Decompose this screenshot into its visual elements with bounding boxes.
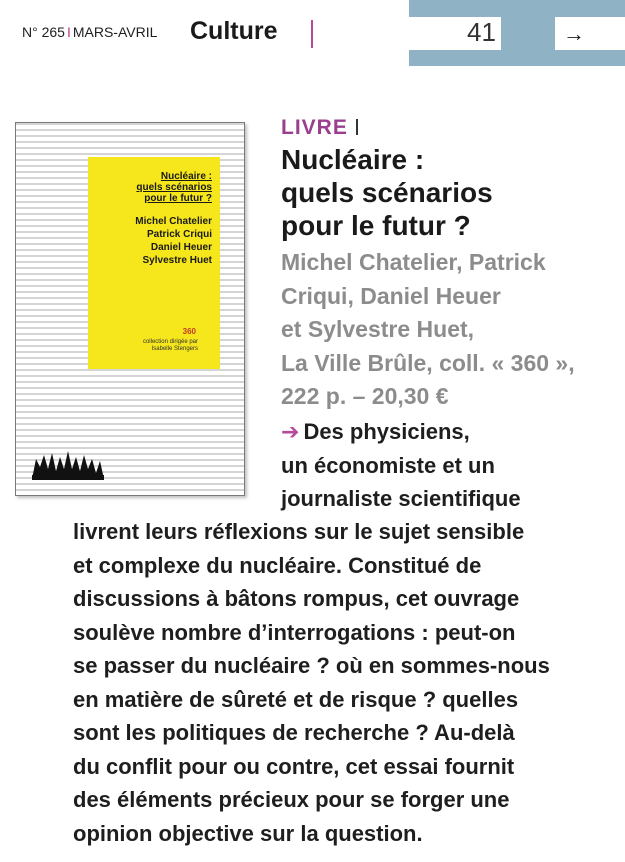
lead-text: Des physiciens, xyxy=(303,419,470,444)
cover-author: Daniel Heuer xyxy=(150,242,212,253)
meta-line: Criqui, Daniel Heuer xyxy=(281,282,501,309)
arrow-right-icon: ➔ xyxy=(281,419,300,444)
cover-note-line: Isabelle Stengers xyxy=(151,346,198,352)
meta-line: 222 p. – 20,30 € xyxy=(281,383,449,409)
article-body xyxy=(73,515,550,850)
lead-line xyxy=(281,415,521,449)
section-divider xyxy=(311,20,313,48)
body-line: des éléments précieux pour se forger une xyxy=(73,787,510,812)
page-header xyxy=(0,0,625,66)
body-line: opinion objective sur la question. xyxy=(73,820,423,846)
body-line: livrent leurs réflexions sur le sujet sensible xyxy=(73,519,525,544)
article-title xyxy=(281,143,493,242)
issue-info xyxy=(22,24,157,40)
body-line: sont les politiques de recherche ? Au-delà xyxy=(73,720,515,745)
cover-title-line: quels scénarios xyxy=(136,182,212,193)
meta-line: et Sylvestre Huet, xyxy=(281,316,475,342)
body-line: et complexe du nucléaire. Constitué de xyxy=(73,552,482,578)
section-title: Culture xyxy=(190,17,278,45)
lead-line: journaliste scientifique xyxy=(281,486,521,511)
issue-period: MARS-AVRIL xyxy=(72,24,158,40)
cover-title xyxy=(136,171,212,204)
lead-line: un économiste et un xyxy=(281,452,495,478)
title-line: Nucléaire : xyxy=(281,144,425,175)
book-cover xyxy=(15,122,245,496)
cover-collection-note xyxy=(143,339,198,353)
cover-note-line: collection dirigée par xyxy=(142,339,198,345)
book-meta xyxy=(281,246,575,414)
cover-authors xyxy=(135,215,212,267)
article-lead xyxy=(281,415,521,516)
body-line: se passer du nucléaire ? où en sommes-nous xyxy=(73,653,550,678)
cover-title-line: pour le futur ? xyxy=(144,193,212,204)
body-line: en matière de sûreté et de risque ? quelles xyxy=(73,686,519,712)
meta-line: Michel Chatelier, Patrick xyxy=(281,249,546,275)
meta-line: La Ville Brûle, coll. « 360 », xyxy=(281,349,575,376)
next-page-arrow-icon[interactable]: → xyxy=(555,17,625,50)
cover-author: Patrick Criqui xyxy=(146,229,212,240)
cover-collection-logo: 360 xyxy=(182,327,196,336)
article-kicker xyxy=(281,116,358,140)
page-number: 41 xyxy=(467,17,496,47)
body-line: du conflit pour ou contre, cet essai fournit xyxy=(73,753,515,779)
body-line: soulève nombre d’interrogations : peut-on xyxy=(73,619,516,645)
cover-yellow-panel xyxy=(88,157,220,369)
title-line: pour le futur ? xyxy=(281,210,471,241)
body-line: discussions à bâtons rompus, cet ouvrage xyxy=(73,586,520,611)
title-line: quels scénarios xyxy=(281,177,493,208)
kicker-label: LIVRE xyxy=(281,116,348,139)
page-number-box xyxy=(409,0,625,66)
publisher-logo-icon xyxy=(30,445,110,485)
cover-author: Michel Chatelier xyxy=(135,216,212,227)
cover-title-line: Nucléaire : xyxy=(160,171,212,182)
cover-author: Sylvestre Huet xyxy=(142,255,212,266)
issue-number: N° 265 xyxy=(22,24,65,40)
kicker-bar xyxy=(356,119,358,135)
issue-separator: I xyxy=(66,24,71,40)
